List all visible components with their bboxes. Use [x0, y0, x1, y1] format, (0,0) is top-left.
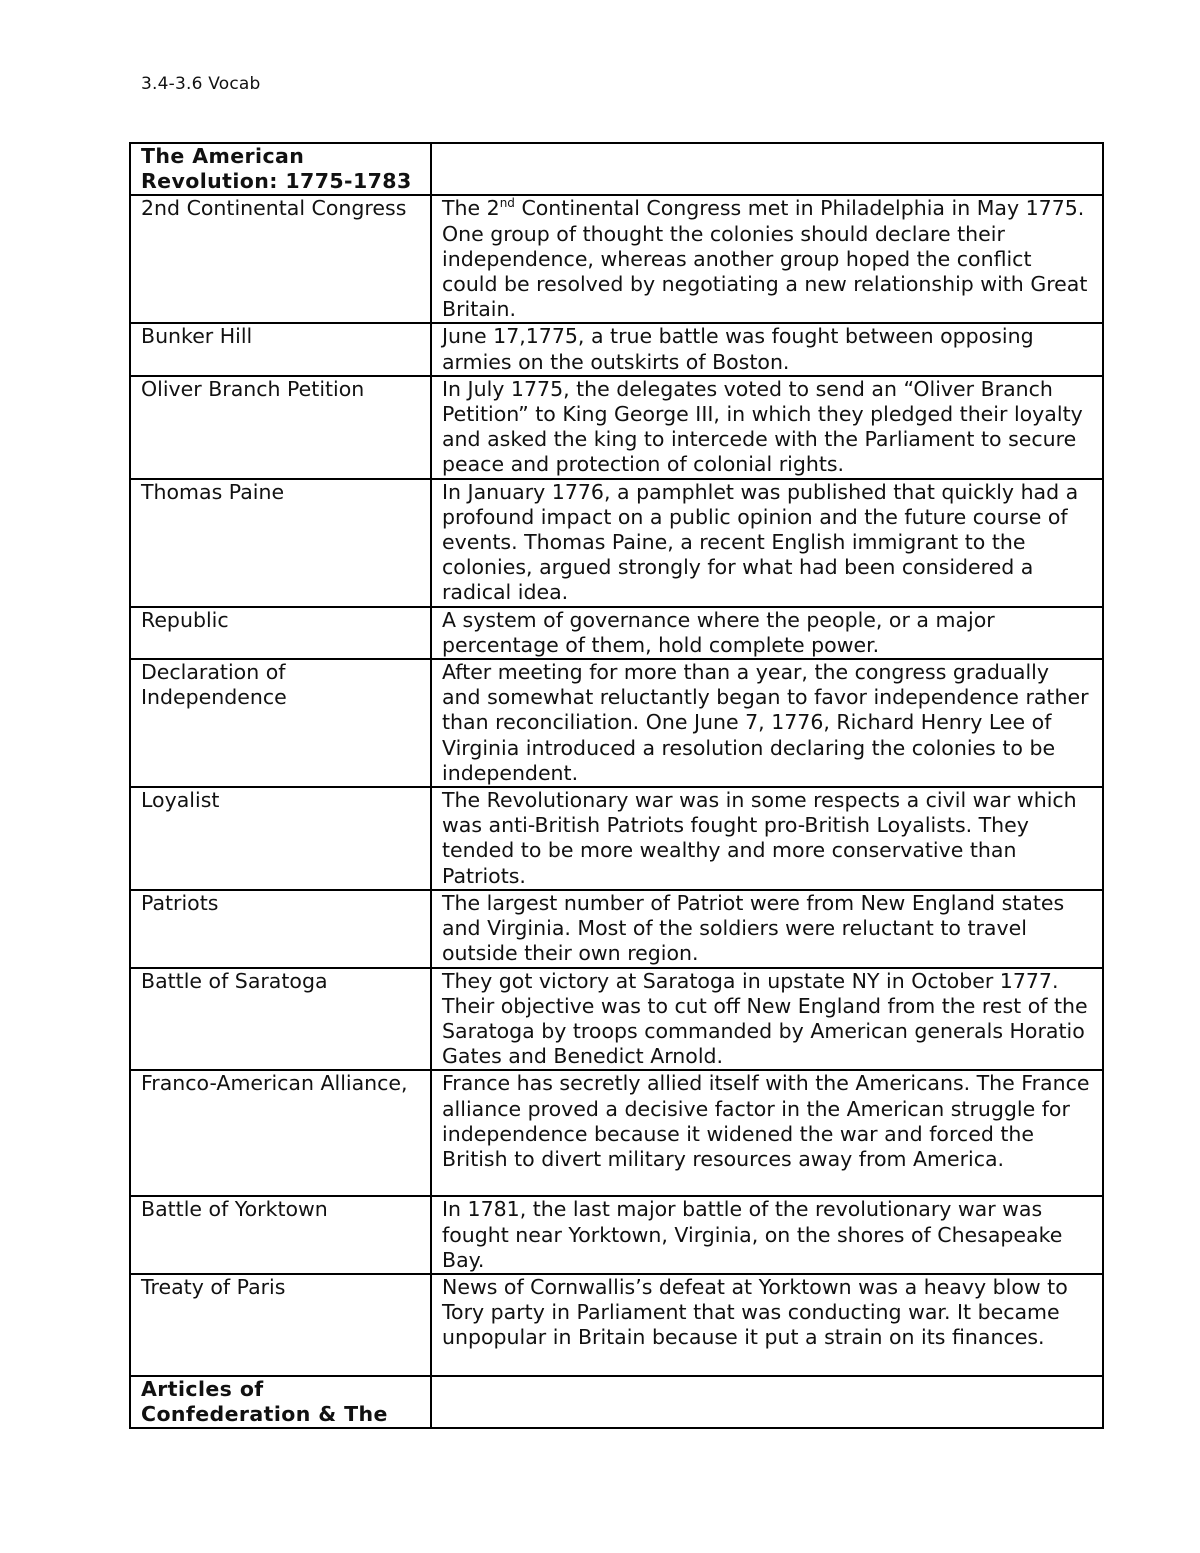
term-cell: Oliver Branch Petition [130, 376, 431, 479]
definition-cell: The largest number of Patriot were from New England states and Virginia. Most of the soldiers were reluctant to travel outside their own region. [431, 890, 1103, 968]
table-row [130, 607, 1103, 659]
definition-cell: France has secretly allied itself with the Americans. The France alliance proved a decisive factor in the American struggle for independence because it widened the war and forced the British to divert military resources away from America. [431, 1070, 1103, 1196]
definition-cell: The Revolutionary war was in some respects a civil war which was anti-British Patriots fought pro-British Loyalists. They tended to be more wealthy and more conservative than Patriots. [431, 787, 1103, 890]
table-row [130, 376, 1103, 479]
table-row [130, 890, 1103, 968]
table-row [130, 968, 1103, 1071]
definition-cell [431, 195, 1103, 323]
term-cell: Battle of Saratoga [130, 968, 431, 1071]
definition-cell: In January 1776, a pamphlet was published that quickly had a profound impact on a public opinion and the future course of events. Thomas Paine, a recent English immigrant to the colonies, argued strongly for what had been considered a radical idea. [431, 479, 1103, 607]
table-row [130, 659, 1103, 787]
term-cell: Articles of Confederation & The [130, 1376, 431, 1428]
definition-cell: They got victory at Saratoga in upstate NY in October 1777. Their objective was to cut off New England from the rest of the Saratoga by troops commanded by American generals Horatio Gates and Benedict Arnold. [431, 968, 1103, 1071]
table-row [130, 479, 1103, 607]
table-row [130, 1070, 1103, 1196]
definition-text: The 2 [442, 196, 500, 221]
vocab-table [129, 142, 1104, 1429]
table-row [130, 143, 1103, 195]
document-title: 3.4-3.6 Vocab [141, 74, 261, 94]
term-cell: The American Revolution: 1775-1783 [130, 143, 431, 195]
definition-cell: June 17,1775, a true battle was fought between opposing armies on the outskirts of Boston. [431, 323, 1103, 375]
table-row [130, 1274, 1103, 1376]
term-cell: Battle of Yorktown [130, 1196, 431, 1274]
table-row [130, 1376, 1103, 1428]
term-cell: Treaty of Paris [130, 1274, 431, 1376]
definition-cell [431, 143, 1103, 195]
table-row [130, 195, 1103, 323]
definition-cell: News of Cornwallis’s defeat at Yorktown was a heavy blow to Tory party in Parliament that was conducting war. It became unpopular in Britain because it put a strain on its finances. [431, 1274, 1103, 1376]
term-cell: Loyalist [130, 787, 431, 890]
term-cell: Thomas Paine [130, 479, 431, 607]
definition-cell: A system of governance where the people, or a major percentage of them, hold complete power. [431, 607, 1103, 659]
term-cell: Bunker Hill [130, 323, 431, 375]
definition-cell: In 1781, the last major battle of the revolutionary war was fought near Yorktown, Virginia, on the shores of Chesapeake Bay. [431, 1196, 1103, 1274]
definition-cell [431, 1376, 1103, 1428]
definition-cell: In July 1775, the delegates voted to send an “Oliver Branch Petition” to King George III, in which they pledged their loyalty and asked the king to intercede with the Parliament to secure peace and protection of colonial rights. [431, 376, 1103, 479]
term-cell: Declaration of Independence [130, 659, 431, 787]
term-cell: Franco-American Alliance, [130, 1070, 431, 1196]
table-row [130, 1196, 1103, 1274]
table-row [130, 787, 1103, 890]
definition-cell: After meeting for more than a year, the congress gradually and somewhat reluctantly began to favor independence rather than reconciliation. One June 7, 1776, Richard Henry Lee of Virginia introduced a resolution declaring the colonies to be independent. [431, 659, 1103, 787]
ordinal-superscript: nd [499, 196, 515, 211]
table-row [130, 323, 1103, 375]
term-cell: Republic [130, 607, 431, 659]
term-cell: 2nd Continental Congress [130, 195, 431, 323]
term-cell: Patriots [130, 890, 431, 968]
definition-text: Continental Congress met in Philadelphia in May 1775. One group of thought the colonies should declare their independence, whereas another group hoped the conflict could be resolved by negotiating a new relationship with Great Britain. [442, 196, 1088, 322]
